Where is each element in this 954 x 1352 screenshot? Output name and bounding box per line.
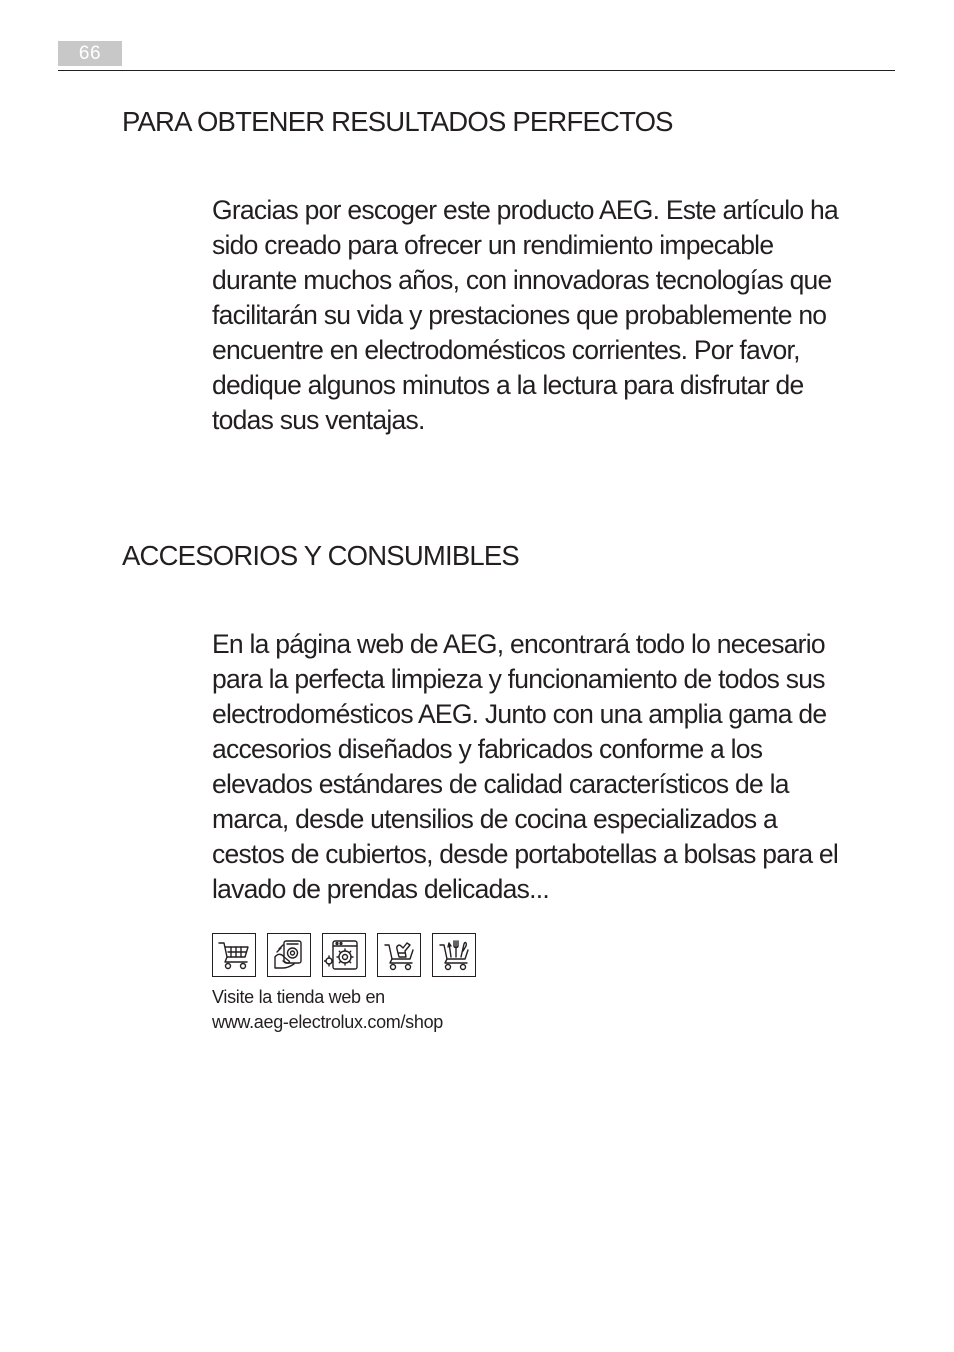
paragraph-line: dedique algunos minutos a la lectura para disfrutar de bbox=[212, 370, 804, 400]
paragraph-line: Gracias por escoger este producto AEG. Este artículo ha bbox=[212, 195, 839, 225]
shop-url-link[interactable]: www.aeg-electrolux.com/shop bbox=[212, 1012, 444, 1032]
section-heading-accessories: ACCESORIOS Y CONSUMIBLES bbox=[122, 540, 519, 571]
accessories-paragraph bbox=[212, 627, 902, 907]
paragraph-line: En la página web de AEG, encontrará todo lo necesario bbox=[212, 629, 825, 659]
paragraph-line: elevados estándares de calidad característicos de la bbox=[212, 769, 789, 799]
paragraph-line: durante muchos años, con innovadoras tecnologías que bbox=[212, 265, 832, 295]
section-heading-results: PARA OBTENER RESULTADOS PERFECTOS bbox=[122, 106, 673, 137]
page-number: 66 bbox=[58, 41, 122, 66]
hand-appliance-icon bbox=[267, 933, 311, 977]
paragraph-line: sido creado para ofrecer un rendimiento impecable bbox=[212, 230, 774, 260]
paragraph-line: encuentre en electrodomésticos corrientes. Por favor, bbox=[212, 335, 800, 365]
paragraph-line: electrodomésticos AEG. Junto con una amplia gama de bbox=[212, 699, 827, 729]
header-rule bbox=[58, 70, 895, 71]
shop-info bbox=[212, 985, 443, 1035]
shop-caption: Visite la tienda web en bbox=[212, 987, 385, 1007]
cart-utensils-icon bbox=[432, 933, 476, 977]
shopping-cart-icon bbox=[212, 933, 256, 977]
cart-bottle-icon bbox=[377, 933, 421, 977]
paragraph-line: marca, desde utensilios de cocina especializados a bbox=[212, 804, 777, 834]
gear-appliance-icon bbox=[322, 933, 366, 977]
paragraph-line: facilitarán su vida y prestaciones que probablemente no bbox=[212, 300, 827, 330]
paragraph-line: todas sus ventajas. bbox=[212, 405, 425, 435]
shop-icons-row bbox=[212, 933, 476, 977]
paragraph-line: cestos de cubiertos, desde portabotellas a bolsas para el bbox=[212, 839, 839, 869]
paragraph-line: lavado de prendas delicadas... bbox=[212, 874, 549, 904]
intro-paragraph bbox=[212, 193, 902, 438]
paragraph-line: para la perfecta limpieza y funcionamiento de todos sus bbox=[212, 664, 825, 694]
paragraph-line: accesorios diseñados y fabricados conforme a los bbox=[212, 734, 763, 764]
